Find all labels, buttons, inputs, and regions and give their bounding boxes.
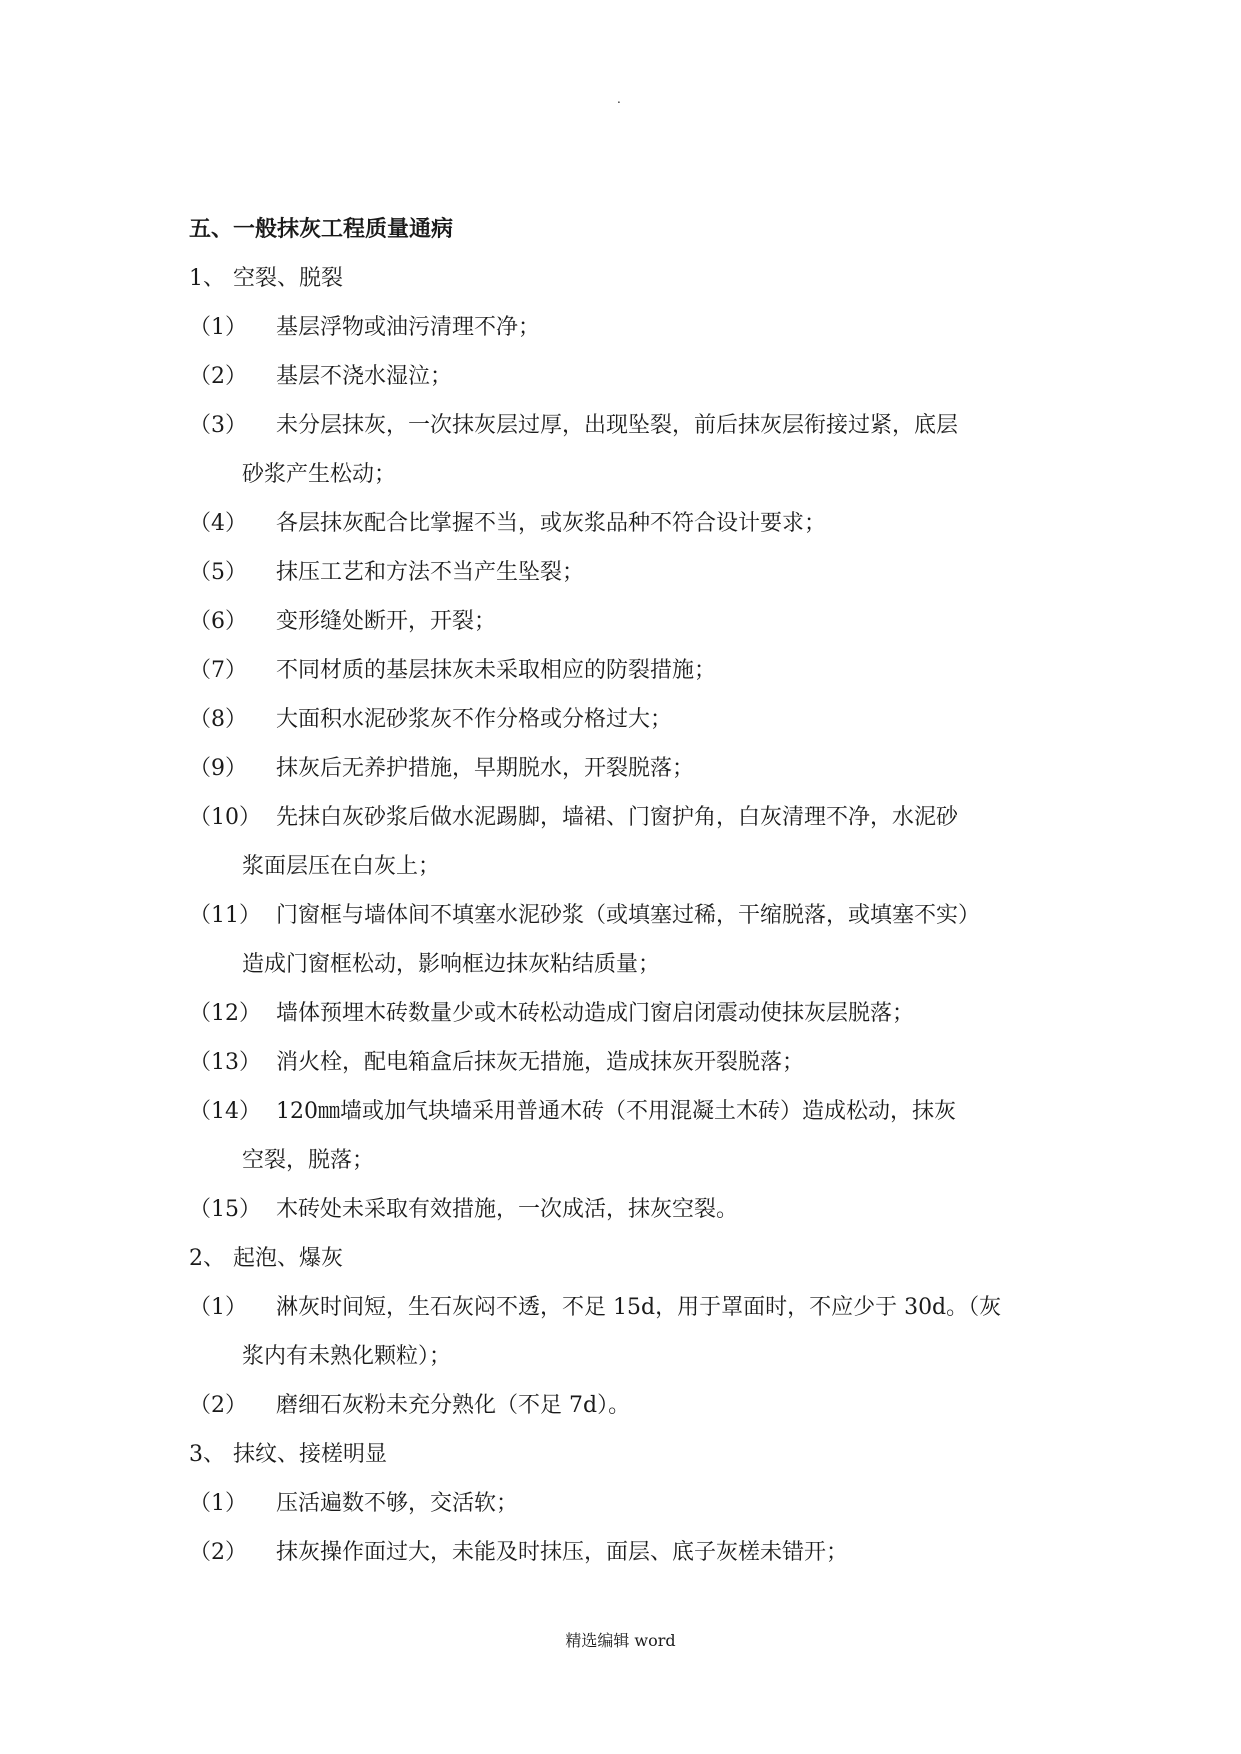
list-item: [189, 1479, 1069, 1528]
item-text: [276, 499, 1069, 548]
section-title: 空裂、脱裂: [233, 266, 344, 291]
section-number: 2、: [189, 1246, 225, 1271]
section-title: 起泡、爆灰: [233, 1246, 344, 1271]
item-text: [276, 548, 1069, 597]
section-number: 3、: [189, 1442, 225, 1467]
section-title: 抹纹、接槎明显: [233, 1442, 388, 1467]
sections-container: [189, 254, 1069, 1577]
item-line: 压活遍数不够，交活软；: [276, 1491, 519, 1516]
list-item: [189, 989, 1069, 1038]
item-line: 抹灰操作面过大，未能及时抹压，面层、底子灰槎未错开；: [276, 1540, 849, 1565]
list-item: [189, 891, 1069, 989]
document-body: [189, 205, 1069, 1577]
item-text: [276, 695, 1069, 744]
item-line: 大面积水泥砂浆灰不作分格或分格过大；: [276, 707, 673, 732]
item-index: （3）: [189, 413, 247, 438]
item-line: 淋灰时间短，生石灰闷不透，不足 15d，用于罩面时，不应少于 30d。（灰: [276, 1295, 1002, 1320]
item-line: 消火栓，配电箱盒后抹灰无措施，造成抹灰开裂脱落；: [276, 1050, 805, 1075]
item-line: 未分层抹灰，一次抹灰层过厚，出现坠裂，前后抹灰层衔接过紧，底层: [276, 413, 959, 438]
item-text: [242, 793, 1069, 891]
item-text: [276, 646, 1069, 695]
item-index: （10）: [189, 805, 261, 830]
item-line: 门窗框与墙体间不填塞水泥砂浆（或填塞过稀，干缩脱落，或填塞不实）: [276, 903, 981, 928]
page-title: 五、一般抹灰工程质量通病: [189, 217, 454, 242]
item-text: [276, 352, 1069, 401]
list-item: [189, 1528, 1069, 1577]
item-line: 先抹白灰砂浆后做水泥踢脚，墙裙、门窗护角，白灰清理不净，水泥砂: [276, 805, 959, 830]
item-index: （1）: [189, 1295, 247, 1320]
item-line-continued: 造成门窗框松动，影响框边抹灰粘结质量；: [242, 952, 661, 977]
item-text: [276, 303, 1069, 352]
item-text: [276, 744, 1069, 793]
item-text: [276, 1528, 1069, 1577]
item-text: [242, 1283, 1069, 1381]
list-item: [189, 1038, 1069, 1087]
item-text: [276, 989, 1069, 1038]
item-index: （1）: [189, 315, 247, 340]
item-line: 基层浮物或油污清理不净；: [276, 315, 541, 340]
item-line: 各层抹灰配合比掌握不当，或灰浆品种不符合设计要求；: [276, 511, 827, 536]
list-item: [189, 303, 1069, 352]
list-item: [189, 793, 1069, 891]
page-footer: 精选编辑 word: [565, 1631, 676, 1650]
item-text: [276, 1381, 1069, 1430]
item-text: [242, 401, 1069, 499]
list-item: [189, 597, 1069, 646]
item-text: [276, 1479, 1069, 1528]
item-index: （12）: [189, 1001, 261, 1026]
item-text: [242, 891, 1069, 989]
item-index: （11）: [189, 903, 261, 928]
list-item: [189, 646, 1069, 695]
item-text: [276, 1185, 1069, 1234]
item-index: （15）: [189, 1197, 261, 1222]
header-mark: .: [617, 92, 621, 106]
item-line-continued: 砂浆产生松动；: [242, 462, 397, 487]
list-item: [189, 1381, 1069, 1430]
item-text: [276, 597, 1069, 646]
section-heading: [189, 1234, 1069, 1283]
item-line: 墙体预埋木砖数量少或木砖松动造成门窗启闭震动使抹灰层脱落；: [276, 1001, 915, 1026]
item-index: （7）: [189, 658, 247, 683]
item-line: 抹压工艺和方法不当产生坠裂；: [276, 560, 585, 585]
item-index: （4）: [189, 511, 247, 536]
item-index: （14）: [189, 1099, 261, 1124]
section-number: 1、: [189, 266, 225, 291]
item-text: [276, 1038, 1069, 1087]
list-item: [189, 548, 1069, 597]
item-index: （9）: [189, 756, 247, 781]
list-item: [189, 744, 1069, 793]
list-item: [189, 1185, 1069, 1234]
item-line: 磨细石灰粉未充分熟化（不足 7d）。: [276, 1393, 631, 1418]
item-line: 不同材质的基层抹灰未采取相应的防裂措施；: [276, 658, 717, 683]
item-index: （13）: [189, 1050, 261, 1075]
list-item: [189, 401, 1069, 499]
item-line: 抹灰后无养护措施，早期脱水，开裂脱落；: [276, 756, 695, 781]
item-index: （2）: [189, 1540, 247, 1565]
list-item: [189, 1283, 1069, 1381]
item-line-continued: 浆面层压在白灰上；: [242, 854, 441, 879]
list-item: [189, 695, 1069, 744]
item-index: （2）: [189, 364, 247, 389]
item-index: （5）: [189, 560, 247, 585]
item-line-continued: 空裂，脱落；: [242, 1148, 375, 1173]
item-line: 变形缝处断开，开裂；: [276, 609, 497, 634]
item-index: （8）: [189, 707, 247, 732]
list-item: [189, 499, 1069, 548]
item-line: 木砖处未采取有效措施，一次成活，抹灰空裂。: [276, 1197, 739, 1222]
item-line: 120㎜墙或加气块墙采用普通木砖（不用混凝土木砖）造成松动，抹灰: [276, 1099, 956, 1124]
list-item: [189, 352, 1069, 401]
item-line-continued: 浆内有未熟化颗粒）；: [242, 1344, 452, 1369]
item-line: 基层不浇水湿泣；: [276, 364, 453, 389]
item-index: （6）: [189, 609, 247, 634]
item-index: （2）: [189, 1393, 247, 1418]
section-heading: [189, 1430, 1069, 1479]
item-index: （1）: [189, 1491, 247, 1516]
list-item: [189, 1087, 1069, 1185]
item-text: [242, 1087, 1069, 1185]
section-heading: [189, 254, 1069, 303]
